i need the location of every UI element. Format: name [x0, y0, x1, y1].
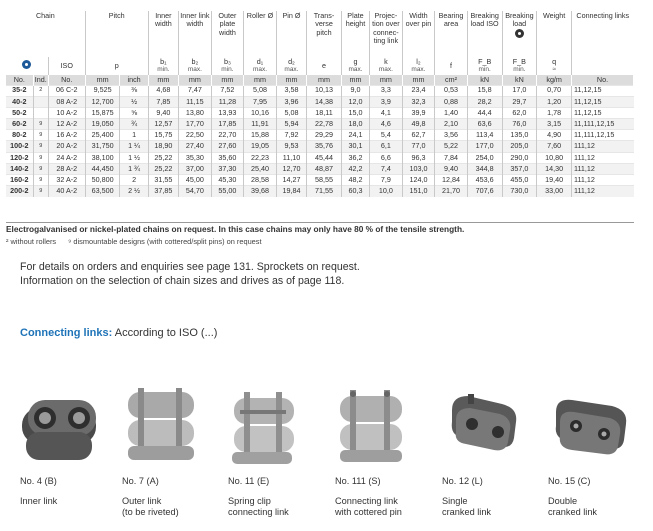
header-chain: Chain	[6, 11, 85, 57]
table-cell: 11,111,12,15	[572, 130, 634, 141]
table-cell: ½	[120, 96, 148, 107]
plating-note: Electrogalvanised or nickel-plated chains on request. In this case chains may only have 80 % of the tensile strength.	[6, 222, 634, 234]
table-cell: 63,6	[467, 119, 502, 130]
unit-cell: kg/m	[537, 75, 572, 85]
single-cranked-icon	[438, 380, 528, 470]
table-cell: 1,40	[435, 107, 468, 118]
table-row	[6, 141, 634, 152]
cottered-pin-icon	[330, 380, 420, 470]
table-cell: 21,70	[435, 186, 468, 197]
table-cell: 3,3	[370, 85, 403, 96]
table-cell: 1 ¾	[120, 163, 148, 174]
table-cell: 10,80	[537, 152, 572, 163]
chain-number-cell: 80-2	[6, 130, 33, 141]
table-cell: 4,90	[537, 130, 572, 141]
table-cell: 22,78	[307, 119, 342, 130]
chain-number-cell: 200-2	[6, 186, 33, 197]
table-cell: 9	[33, 186, 48, 197]
table-cell: 177,0	[467, 141, 502, 152]
table-cell: 9,525	[85, 85, 120, 96]
table-cell: 0,88	[435, 96, 468, 107]
footnotes	[6, 237, 272, 246]
table-cell: 11,111,12,15	[572, 119, 634, 130]
table-cell: 15,875	[85, 107, 120, 118]
table-cell: 63,500	[85, 186, 120, 197]
table-cell: 3,96	[276, 96, 306, 107]
table-cell: 40 A-2	[48, 186, 85, 197]
unit-cell: Ind.	[34, 75, 47, 84]
table-cell: 23,4	[402, 85, 435, 96]
table-cell: 55,00	[211, 186, 244, 197]
table-cell: 4,1	[370, 107, 403, 118]
table-row	[6, 163, 634, 174]
unit-cell: mm	[148, 75, 178, 85]
table-cell: 13,93	[211, 107, 244, 118]
header-breaking-load-iso: Breaking load ISO	[467, 11, 502, 57]
table-cell: 15,75	[148, 130, 178, 141]
table-cell: 28,58	[244, 175, 277, 186]
table-cell: 19,40	[537, 175, 572, 186]
unit-cell: mm	[179, 75, 212, 85]
chain-number-cell: 120-2	[6, 152, 33, 163]
gear-icon	[515, 29, 524, 38]
header-weight: Weight	[537, 11, 572, 57]
unit-cell: cm²	[435, 75, 468, 85]
table-cell: 24 A-2	[48, 152, 85, 163]
spring-clip-icon	[224, 380, 314, 470]
table-cell: 22,70	[211, 130, 244, 141]
table-cell: 111,12	[572, 186, 634, 197]
table-cell: 12,70	[276, 163, 306, 174]
table-cell	[33, 96, 48, 107]
table-cell: 453,6	[467, 175, 502, 186]
table-cell: 14,38	[307, 96, 342, 107]
table-cell: 25,400	[85, 130, 120, 141]
symbol-b2: b₂ max.	[179, 57, 212, 75]
unit-cell: mm	[402, 75, 435, 85]
table-cell: 28,2	[467, 96, 502, 107]
table-cell: 113,4	[467, 130, 502, 141]
symbol-b1: b₁ min.	[148, 57, 178, 75]
table-cell: 12,0	[341, 96, 369, 107]
table-cell: 5,94	[276, 119, 306, 130]
unit-cell: mm	[307, 75, 342, 85]
table-cell: 11,12,15	[572, 96, 634, 107]
table-cell: 38,100	[85, 152, 120, 163]
table-cell: 11,12,15	[572, 107, 634, 118]
table-cell: 37,30	[211, 163, 244, 174]
table-cell: 58,55	[307, 175, 342, 186]
table-cell: 10,13	[307, 85, 342, 96]
table-cell: ⅜	[120, 85, 148, 96]
chain-number-cell: 160-2	[6, 175, 33, 186]
table-cell: 35,30	[179, 152, 212, 163]
table-row	[6, 130, 634, 141]
table-cell: 3,15	[537, 119, 572, 130]
table-row	[6, 152, 634, 163]
unit-cell: inch	[120, 75, 148, 85]
table-cell: 2	[120, 175, 148, 186]
table-cell: 48,87	[307, 163, 342, 174]
unit-cell: mm	[370, 75, 403, 85]
table-cell	[33, 107, 48, 118]
header-roller: Roller Ø	[244, 11, 277, 57]
table-cell: 44,450	[85, 163, 120, 174]
unit-cell: kN	[467, 75, 502, 85]
table-cell: 6,1	[370, 141, 403, 152]
unit-cell: No.	[572, 75, 634, 85]
table-row	[6, 96, 634, 107]
table-cell: 15,0	[341, 107, 369, 118]
table-cell: 39,68	[244, 186, 277, 197]
symbol-b3: b₃ min.	[211, 57, 244, 75]
connecting-links-images	[0, 380, 653, 480]
table-cell: 11,15	[179, 96, 212, 107]
table-cell: 11,10	[276, 152, 306, 163]
table-cell: 6,6	[370, 152, 403, 163]
table-cell: 32,3	[402, 96, 435, 107]
table-cell: 9,40	[435, 163, 468, 174]
unit-cell: No.	[6, 75, 33, 85]
table-cell: 5,4	[370, 130, 403, 141]
table-cell: 2	[33, 85, 48, 96]
symbol-g: g max.	[341, 57, 369, 75]
table-cell: 18,90	[148, 141, 178, 152]
table-cell: 45,30	[211, 175, 244, 186]
table-cell: 9	[33, 119, 48, 130]
header-inner-width: Inner width	[148, 11, 178, 57]
cottered-pin-link-image	[330, 380, 430, 480]
table-cell: 111,12	[572, 175, 634, 186]
table-cell: 5,22	[435, 141, 468, 152]
table-cell: 7,84	[435, 152, 468, 163]
table-cell: 3,56	[435, 130, 468, 141]
table-cell: 37,85	[148, 186, 178, 197]
table-cell: 29,7	[502, 96, 537, 107]
table-cell: 455,0	[502, 175, 537, 186]
unit-row	[6, 75, 634, 85]
table-cell: 19,050	[85, 119, 120, 130]
symbol-iso: ISO	[48, 57, 85, 75]
table-cell: 17,0	[502, 85, 537, 96]
table-cell: 30,1	[341, 141, 369, 152]
table-cell: 45,00	[179, 175, 212, 186]
table-cell: 25,22	[148, 152, 178, 163]
table-cell: 12 A-2	[48, 119, 85, 130]
table-cell: 39,9	[402, 107, 435, 118]
table-cell: 254,0	[467, 152, 502, 163]
table-cell: 17,70	[179, 119, 212, 130]
table-row	[6, 186, 634, 197]
unit-cell: No.	[48, 75, 85, 85]
unit-cell: mm	[276, 75, 306, 85]
table-cell: 5,08	[244, 85, 277, 96]
table-cell: 42,2	[341, 163, 369, 174]
caption-double-cranked: No. 15 (C) Double cranked link	[548, 476, 598, 517]
table-cell: 11,91	[244, 119, 277, 130]
symbol-e: e	[307, 57, 342, 75]
table-cell: 7,85	[148, 96, 178, 107]
table-cell: 50,800	[85, 175, 120, 186]
table-cell: 7,47	[179, 85, 212, 96]
spring-clip-link-image	[224, 380, 324, 480]
table-cell: 11,28	[211, 96, 244, 107]
caption-outer-link: No. 7 (A) Outer link (to be riveted)	[122, 476, 179, 517]
table-cell: 3,9	[370, 96, 403, 107]
table-row	[6, 175, 634, 186]
table-cell: 27,40	[179, 141, 212, 152]
info-text	[20, 261, 360, 288]
table-cell: 12,700	[85, 96, 120, 107]
table-cell: 111,12	[572, 163, 634, 174]
table-cell: 9	[33, 152, 48, 163]
table-cell: 205,0	[502, 141, 537, 152]
table-cell: 96,3	[402, 152, 435, 163]
symbol-fb: F_B min.	[502, 57, 537, 75]
single-cranked-link-image	[438, 380, 538, 480]
inner-link-icon	[14, 380, 104, 470]
table-cell: 14,30	[537, 163, 572, 174]
table-cell: 4,68	[148, 85, 178, 96]
symbol-l2: l₂ max.	[402, 57, 435, 75]
header-pitch: Pitch	[85, 11, 148, 57]
header-connecting-links: Connecting links	[576, 11, 630, 20]
table-cell: 60,3	[341, 186, 369, 197]
table-cell: 19,84	[276, 186, 306, 197]
header-transverse-pitch: Trans-verse pitch	[307, 11, 342, 57]
table-cell: 10,0	[370, 186, 403, 197]
table-cell: 25,22	[148, 163, 178, 174]
table-cell: 7,4	[370, 163, 403, 174]
table-cell: 4,6	[370, 119, 403, 130]
unit-cell: kN	[502, 75, 537, 85]
outer-link-icon	[118, 380, 208, 470]
table-cell: 9,53	[276, 141, 306, 152]
double-cranked-link-image	[546, 380, 646, 480]
table-cell: 9	[33, 175, 48, 186]
symbol-fb-iso: F_B min.	[467, 57, 502, 75]
gear-icon	[22, 60, 31, 69]
table-cell: 19,05	[244, 141, 277, 152]
table-cell: 2 ½	[120, 186, 148, 197]
table-cell: 12,57	[148, 119, 178, 130]
table-cell: 357,0	[502, 163, 537, 174]
caption-spring-clip: No. 11 (E) Spring clip connecting link	[228, 476, 289, 517]
table-cell: 20 A-2	[48, 141, 85, 152]
symbol-d1: d₁ max.	[244, 57, 277, 75]
table-cell: 2,10	[435, 119, 468, 130]
chain-number-cell: 100-2	[6, 141, 33, 152]
table-cell: 44,4	[467, 107, 502, 118]
symbol-k: k max.	[370, 57, 403, 75]
table-cell: 62,0	[502, 107, 537, 118]
header-bearing-area: Bearing area	[435, 11, 468, 57]
table-cell: 344,8	[467, 163, 502, 174]
header-breaking-load: Breaking load	[502, 11, 537, 57]
table-cell: 22,23	[244, 152, 277, 163]
table-cell: 25,40	[244, 163, 277, 174]
table-cell: 7,95	[244, 96, 277, 107]
symbol-d2: d₂ max.	[276, 57, 306, 75]
table-cell: 9	[33, 163, 48, 174]
table-cell: 36,2	[341, 152, 369, 163]
footnote-dismountable: ⁹ dismountable designs (with cottered/split pins) on request	[68, 237, 262, 246]
table-cell: 10 A-2	[48, 107, 85, 118]
table-cell: 28 A-2	[48, 163, 85, 174]
table-cell: 7,52	[211, 85, 244, 96]
caption-inner-link: No. 4 (B) Inner link	[20, 476, 58, 506]
table-cell: 24,1	[341, 130, 369, 141]
unit-cell: mm	[85, 75, 120, 85]
table-cell: 15,8	[467, 85, 502, 96]
table-cell: 7,9	[370, 175, 403, 186]
header-plate-height: Plate height	[341, 11, 369, 57]
info-line-orders: For details on orders and enquiries see page 131. Sprockets on request.	[20, 261, 360, 273]
info-line-selection: Information on the selection of chain sizes and drives as of page 118.	[20, 274, 345, 287]
table-cell: 1 ½	[120, 152, 148, 163]
table-cell: 1 ¼	[120, 141, 148, 152]
table-cell: 1,20	[537, 96, 572, 107]
table-cell: 7,60	[537, 141, 572, 152]
table-cell: ⅝	[120, 107, 148, 118]
chain-number-cell: 60-2	[6, 119, 33, 130]
table-cell: 124,0	[402, 175, 435, 186]
table-cell: 45,44	[307, 152, 342, 163]
chain-number-cell: 140-2	[6, 163, 33, 174]
table-cell: 31,750	[85, 141, 120, 152]
unit-cell: mm	[341, 75, 369, 85]
table-cell: 1	[120, 130, 148, 141]
connecting-links-heading	[20, 327, 217, 339]
caption-cottered-pin: No. 111 (S) Connecting link with cottered pin	[335, 476, 402, 517]
table-cell: 290,0	[502, 152, 537, 163]
table-cell: 06 C-2	[48, 85, 85, 96]
gear-symbol-cell	[6, 57, 48, 75]
table-row	[6, 119, 634, 130]
chain-spec-table	[6, 11, 634, 197]
table-cell: 35,76	[307, 141, 342, 152]
table-cell: 71,55	[307, 186, 342, 197]
header-width-over-pin: Width over pin	[402, 11, 435, 57]
table-cell: 151,0	[402, 186, 435, 197]
table-cell: 16 A-2	[48, 130, 85, 141]
table-cell: 9,0	[341, 85, 369, 96]
table-cell: 103,0	[402, 163, 435, 174]
connecting-links-subtitle: According to ISO (...)	[112, 327, 218, 339]
table-cell: 77,0	[402, 141, 435, 152]
table-cell: 13,80	[179, 107, 212, 118]
table-cell: 7,92	[276, 130, 306, 141]
table-cell: 37,00	[179, 163, 212, 174]
header-outer-plate-width: Outer plate width	[211, 11, 244, 57]
table-cell: 33,00	[537, 186, 572, 197]
table-cell: 22,50	[179, 130, 212, 141]
header-inner-link-width: Inner link width	[179, 11, 212, 57]
table-cell: 35,60	[211, 152, 244, 163]
symbol-f: f	[435, 57, 468, 75]
table-cell: 12,84	[435, 175, 468, 186]
symbol-blank	[572, 57, 634, 75]
header-projection: Projec-tion over connec-ting link	[370, 11, 403, 57]
table-cell: 14,27	[276, 175, 306, 186]
table-cell: 5,08	[276, 107, 306, 118]
table-row	[6, 107, 634, 118]
table-cell: 32 A-2	[48, 175, 85, 186]
table-cell: ¾	[120, 119, 148, 130]
table-cell: 9,40	[148, 107, 178, 118]
connecting-links-title: Connecting links:	[20, 327, 113, 339]
symbol-p: p	[85, 57, 148, 75]
table-cell: 31,55	[148, 175, 178, 186]
table-cell: 18,0	[341, 119, 369, 130]
table-cell: 9	[33, 141, 48, 152]
inner-link-image	[14, 380, 114, 480]
table-cell: 707,6	[467, 186, 502, 197]
table-cell: 49,8	[402, 119, 435, 130]
unit-cell: mm	[211, 75, 244, 85]
spec-body	[6, 85, 634, 197]
table-cell: 76,0	[502, 119, 537, 130]
table-cell: 135,0	[502, 130, 537, 141]
table-cell: 62,7	[402, 130, 435, 141]
table-cell: 9	[33, 130, 48, 141]
table-cell: 10,16	[244, 107, 277, 118]
chain-number-cell: 40-2	[6, 96, 33, 107]
unit-cell: mm	[244, 75, 277, 85]
header-pin: Pin Ø	[276, 11, 306, 57]
table-cell: 1,78	[537, 107, 572, 118]
chain-number-cell: 35-2	[6, 85, 33, 96]
table-cell: 11,12,15	[572, 85, 634, 96]
table-cell: 54,70	[179, 186, 212, 197]
table-cell: 111,12	[572, 152, 634, 163]
table-cell: 48,2	[341, 175, 369, 186]
table-cell: 17,85	[211, 119, 244, 130]
table-row	[6, 85, 634, 96]
caption-single-cranked: No. 12 (L) Single cranked link	[442, 476, 492, 517]
double-cranked-icon	[546, 380, 636, 470]
table-cell: 111,12	[572, 141, 634, 152]
table-cell: 3,58	[276, 85, 306, 96]
table-cell: 27,60	[211, 141, 244, 152]
table-cell: 29,29	[307, 130, 342, 141]
symbol-q: q ≈	[537, 57, 572, 75]
table-cell: 15,88	[244, 130, 277, 141]
chain-number-cell: 50-2	[6, 107, 33, 118]
table-cell: 0,53	[435, 85, 468, 96]
table-cell: 18,11	[307, 107, 342, 118]
table-cell: 0,70	[537, 85, 572, 96]
table-cell: 08 A-2	[48, 96, 85, 107]
footnote-without-rollers: ² without rollers	[6, 237, 57, 246]
outer-link-image	[118, 380, 218, 480]
table-cell: 730,0	[502, 186, 537, 197]
